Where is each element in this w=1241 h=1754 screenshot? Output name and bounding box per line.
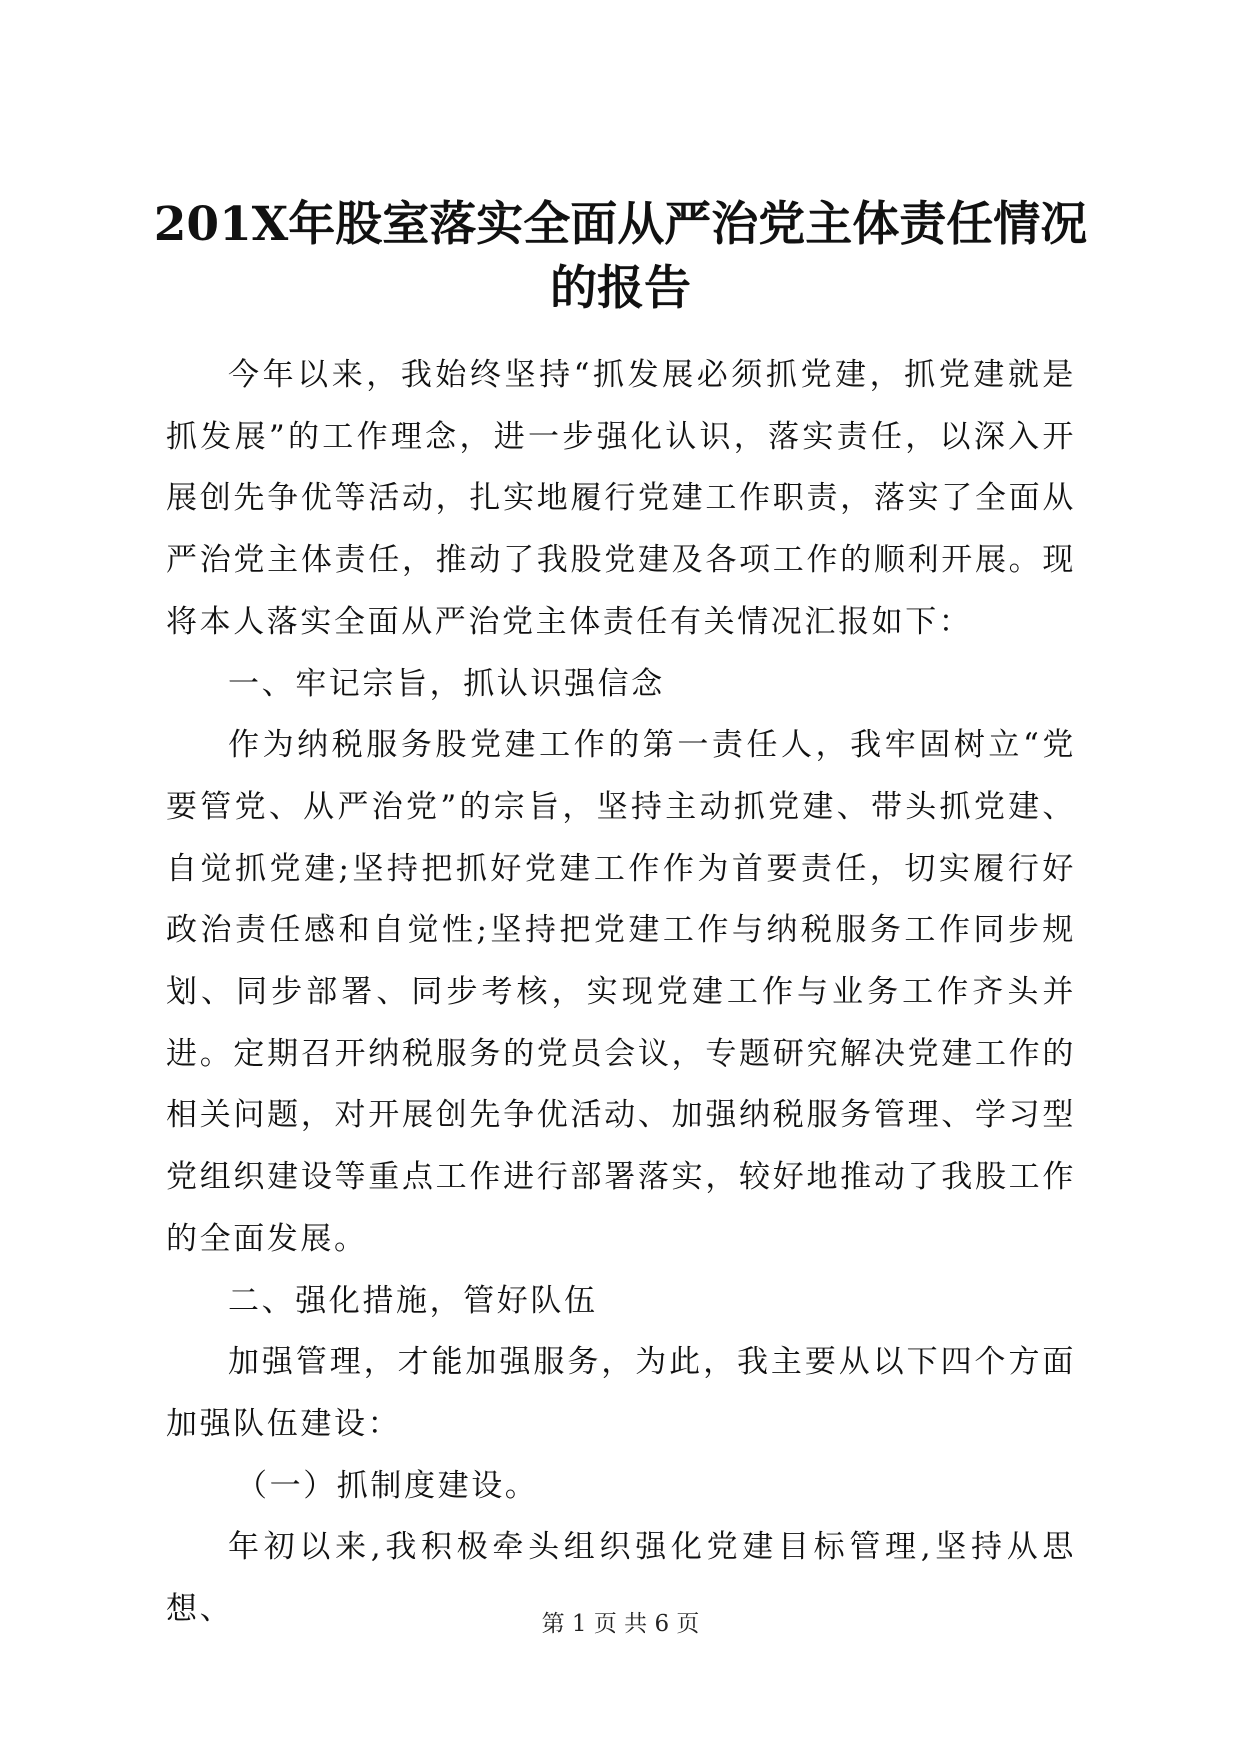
subsection-heading-1: （一）抓制度建设。 <box>236 1467 539 1504</box>
section-heading-1: 一、牢记宗旨，抓认识强信念 <box>228 665 665 702</box>
section-heading-2: 二、强化措施，管好队伍 <box>228 1282 598 1319</box>
document-title-line-2: 的报告 <box>550 261 691 316</box>
intro-paragraph: 今年以来，我始终坚持“抓发展必须抓党建，抓党建就是抓发展”的工作理念，进一步强化认识，落实责任，以深入开展创先争优等活动，扎实地履行党建工作职责，落实了全面从严治党主体责任，推动了我股党建及各项工作的顺利开展。现将本人落实全面从严治党主体责任有关情况汇报如下： <box>166 357 1076 640</box>
section-1-paragraph: 作为纳税服务股党建工作的第一责任人，我牢固树立“党要管党、从严治党”的宗旨，坚持主动抓党建、带头抓党建、自觉抓党建;坚持把抓好党建工作作为首要责任，切实履行好政治责任感和自觉性;坚持把党建工作与纳税服务工作同步规划、同步部署、同步考核，实现党建工作与业务工作齐头并进。定期召开纳税服务的党员会议，专题研究解决党建工作的相关问题，对开展创先争优活动、加强纳税服务管理、学习型党组织建设等重点工作进行部署落实，较好地推动了我股工作的全面发展。 <box>166 727 1076 1257</box>
document-body <box>166 345 1076 1641</box>
subsection-1-paragraph: 年初以来,我积极牵头组织强化党建目标管理,坚持从思想、 <box>166 1529 1076 1628</box>
page-footer: 第 1 页 共 6 页 <box>541 1611 700 1637</box>
document-title-line-1: 201X年股室落实全面从严治党主体责任情况 <box>153 197 1088 252</box>
section-2-paragraph: 加强管理，才能加强服务，为此，我主要从以下四个方面加强队伍建设： <box>166 1344 1076 1442</box>
